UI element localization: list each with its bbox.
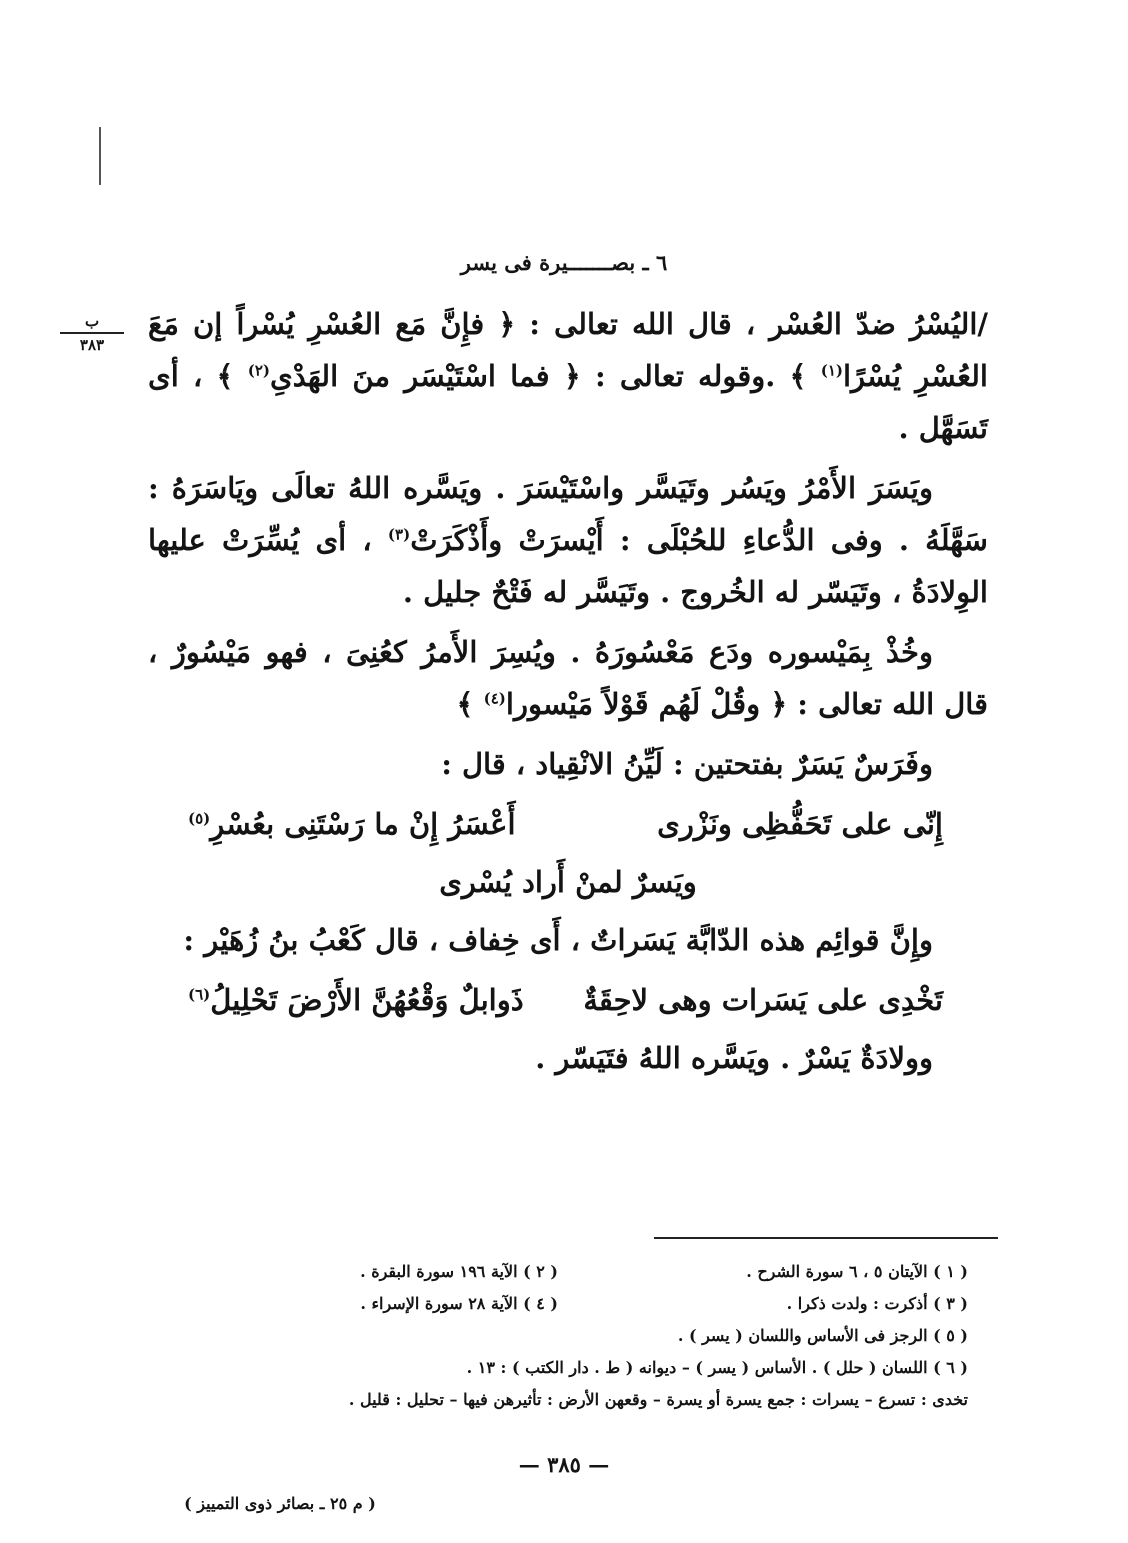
footnote-1: ( ١ ) الآيتان ٥ ، ٦ سورة الشرح . bbox=[746, 1262, 968, 1281]
footnote-ref-6: (٦) bbox=[188, 985, 211, 1004]
footnote-2: ( ٢ ) الآية ١٩٦ سورة البقرة . bbox=[360, 1262, 558, 1281]
signature-mark: ( م ٢٥ ـ بصائر ذوى التمييز ) bbox=[184, 1494, 376, 1513]
footnote-ref-2: (٢) bbox=[247, 361, 270, 380]
side-note-letter: ب bbox=[84, 312, 100, 330]
verse-3-right-hemistich: تَخْدِى على يَسَرات وهى لاحِقَةٌ bbox=[583, 983, 943, 1017]
paragraph-4: وفَرَسٌ يَسَرٌ بفتحتين : لَيِّنُ الانْقِياد ، قال : bbox=[441, 747, 933, 781]
main-text bbox=[148, 298, 988, 1092]
footnote-6: ( ٦ ) اللسان ( حلل ) . الأساس ( يسر ) – ديوانه ( ط . دار الكتب ) : ١٣ . bbox=[466, 1358, 968, 1377]
verse-line-2: ويَسرٌ لمنْ أَراد يُسْرى bbox=[439, 865, 697, 899]
footnote-ref-5: (٥) bbox=[188, 809, 211, 828]
footnote-ref-3: (٣) bbox=[387, 525, 411, 544]
paragraph-1: /اليُسْرُ ضدّ العُسْر ، قال الله تعالى : ﴿ فإِنَّ مَع العُسْرِ يُسْراً إن مَعَ العُسْرِ يُسْرًا$^{(١)}$ ﴾ .وقوله تعالى : ﴿ فما اسْتَيْسَر منَ الهَدْىِ$^{(٢)}$ ﴾ ، أى تَسَهَّل . bbox=[148, 307, 988, 445]
footnote-separator bbox=[654, 1237, 998, 1239]
paragraph-2: ويَسَرَ الأَمْرُ ويَسُر وتَيَسَّر واسْتَيْسَرَ . ويَسَّره اللهُ تعالَى ويَاسَرَهُ : سَهَّلَهُ . وفى الدُّعاءِ للحُبْلَى : أَيْسرَتْ وأَذْكَرَتْ$^{(٣)}$ ، أى يُسِّرَتْ عليها الوِلادَةُ ، وتَيَسّر له الخُروج . وتَيَسَّر له فَتْحٌ جليل . bbox=[148, 471, 988, 609]
verse-line-1 bbox=[148, 798, 988, 850]
verse-3-left-hemistich: ذَوابلٌ وَقْعُهُنَّ الأَرْضَ تَحْلِيلُ$^{(٦)}$ bbox=[188, 983, 524, 1017]
side-note-rule bbox=[60, 332, 124, 334]
margin-rule bbox=[99, 127, 101, 185]
side-note bbox=[60, 312, 124, 354]
page-number: — ٣٨٥ — bbox=[518, 1452, 610, 1477]
footnote-row bbox=[300, 1288, 968, 1320]
side-note-folio: ٣٨٣ bbox=[79, 336, 105, 354]
footnote-row bbox=[300, 1256, 968, 1288]
paragraph-6: وولادَةٌ يَسْرٌ . ويَسَّره اللهُ فتَيَسّر . bbox=[535, 1041, 933, 1075]
verse-1-left-hemistich: أَعْسَرُ إِنْ ما رَسْتَنِى بعُسْرِ$^{(٥)}$ bbox=[188, 807, 516, 841]
footnote-3: ( ٣ ) أذكرت : ولدت ذكرا . bbox=[786, 1294, 968, 1313]
paragraph-5: وإِنَّ قوائِم هذه الدّابَّة يَسَراتٌ ، أَى خِفاف ، قال كَعْبُ بنُ زُهَيْر : bbox=[183, 923, 933, 957]
footnote-ref-4: (٤) bbox=[483, 689, 506, 708]
footnote-ref-1: (١) bbox=[820, 361, 843, 380]
verse-1-right-hemistich: إِنّى على تَحَفُّظِى ونَزْرى bbox=[657, 807, 943, 841]
paragraph-3: وخُذْ بِمَيْسوره ودَع مَعْسُورَهُ . ويُسِرَ الأَمرُ كعُنِىَ ، فهو مَيْسُورٌ ، قال الله تعالى : ﴿ وقُلْ لَهُم قَوْلاً مَيْسورا$^{(٤)}$ ﴾ bbox=[148, 635, 988, 721]
footnote-gloss: تخدى : تسرع – يسرات : جمع يسرة أو يسرة – وقعهن الأرض : تأثيرهن فيها – تحليل : قليل . bbox=[348, 1390, 968, 1409]
verse-line-3 bbox=[148, 974, 988, 1026]
footnote-5: ( ٥ ) الرجز فى الأساس واللسان ( يسر ) . bbox=[677, 1326, 968, 1345]
footnote-4: ( ٤ ) الآية ٢٨ سورة الإسراء . bbox=[360, 1294, 558, 1313]
footnotes bbox=[300, 1256, 968, 1416]
section-heading: ٦ ـ بصـــــــيرة فى يسر bbox=[460, 250, 668, 275]
